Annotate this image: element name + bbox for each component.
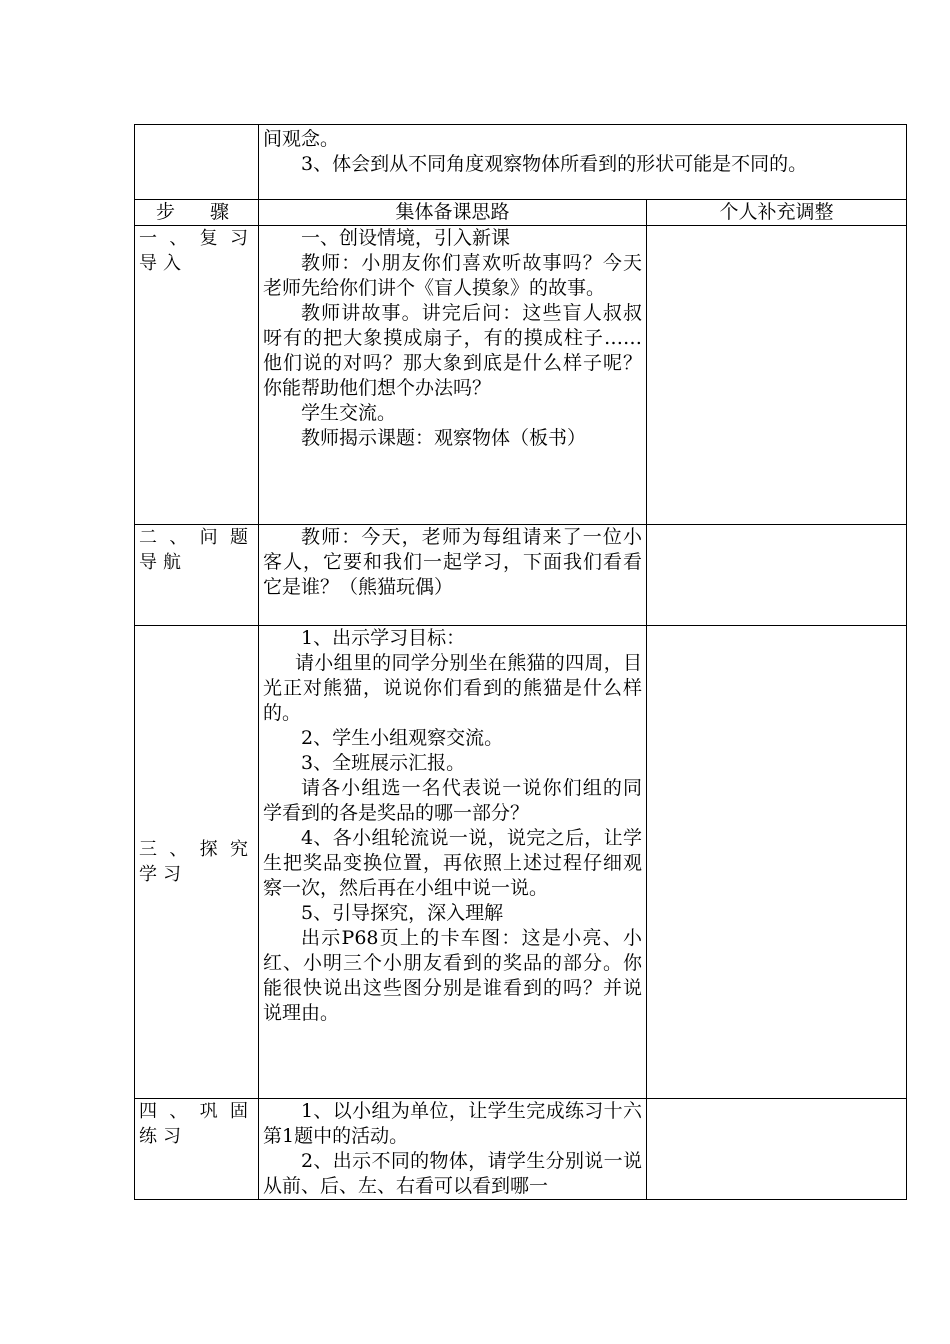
plan-paragraph: 3、全班展示汇报。 xyxy=(301,752,466,774)
objectives-line-2: 3、体会到从不同角度观察物体所看到的形状可能是不同的。 xyxy=(301,153,808,175)
objectives-line-1: 间观念。 xyxy=(263,128,340,150)
plan-cell xyxy=(259,226,647,525)
plan-paragraph: 1、以小组为单位，让学生完成练习十六第1题中的活动。 xyxy=(263,1100,642,1147)
objectives-row xyxy=(135,125,907,200)
note-cell xyxy=(647,226,907,525)
plan-paragraph: 教师揭示课题：观察物体（板书） xyxy=(301,427,587,449)
note-cell xyxy=(647,525,907,626)
plan-paragraph: 请小组里的同学分别坐在熊猫的四周，目光正对熊猫，说说你们看到的熊猫是什么样的。 xyxy=(263,652,642,724)
header-collective-plan: 集体备课思路 xyxy=(259,200,647,226)
plan-paragraph: 教师：今天，老师为每组请来了一位小客人，它要和我们一起学习，下面我们看看它是谁？（熊猫玩偶） xyxy=(263,526,642,598)
note-cell xyxy=(647,1099,907,1200)
step-label: 四、巩固练习 xyxy=(139,1101,254,1147)
note-cell xyxy=(647,626,907,1099)
plan-paragraph: 教师：小朋友你们喜欢听故事吗？今天老师先给你们讲个《盲人摸象》的故事。 xyxy=(263,252,642,299)
table-row xyxy=(135,626,907,1099)
step-cell xyxy=(135,626,259,1099)
header-personal-adjustment: 个人补充调整 xyxy=(647,200,907,226)
plan-paragraph: 2、学生小组观察交流。 xyxy=(301,727,504,749)
plan-paragraph: 1、出示学习目标： xyxy=(301,627,466,649)
step-cell xyxy=(135,1099,259,1200)
step-label: 三、探究学习 xyxy=(139,839,254,885)
plan-paragraph: 一、创设情境，引入新课 xyxy=(301,227,511,249)
objectives-step-cell xyxy=(135,125,259,200)
plan-paragraph: 请各小组选一名代表说一说你们组的同学看到的各是奖品的哪一部分？ xyxy=(263,777,642,824)
header-step: 步 骤 xyxy=(135,200,259,226)
objectives-cell xyxy=(259,125,907,200)
lesson-plan-table xyxy=(134,124,907,1200)
step-cell xyxy=(135,226,259,525)
plan-paragraph: 出示P68页上的卡车图：这是小亮、小红、小明三个小朋友看到的奖品的部分。你能很快说出这些图分别是谁看到的吗？并说说理由。 xyxy=(263,927,642,1024)
header-row xyxy=(135,200,907,226)
step-cell xyxy=(135,525,259,626)
table-row xyxy=(135,226,907,525)
step-label: 二、问题导航 xyxy=(139,527,254,573)
table-row xyxy=(135,1099,907,1200)
plan-paragraph: 学生交流。 xyxy=(301,402,397,424)
plan-paragraph: 4、各小组轮流说一说，说完之后，让学生把奖品变换位置，再依照上述过程仔细观察一次，然后再在小组中说一说。 xyxy=(263,827,642,899)
plan-paragraph: 5、引导探究，深入理解 xyxy=(301,902,504,924)
plan-paragraph: 教师讲故事。讲完后问：这些盲人叔叔呀有的把大象摸成扇子，有的摸成柱子……他们说的对吗？那大象到底是什么样子呢？你能帮助他们想个办法吗？ xyxy=(263,302,642,399)
plan-cell xyxy=(259,1099,647,1200)
plan-paragraph: 2、出示不同的物体，请学生分别说一说从前、后、左、右看可以看到哪一 xyxy=(263,1150,642,1197)
plan-cell xyxy=(259,626,647,1099)
plan-cell xyxy=(259,525,647,626)
table-row xyxy=(135,525,907,626)
step-label: 一、复习导入 xyxy=(139,228,254,274)
